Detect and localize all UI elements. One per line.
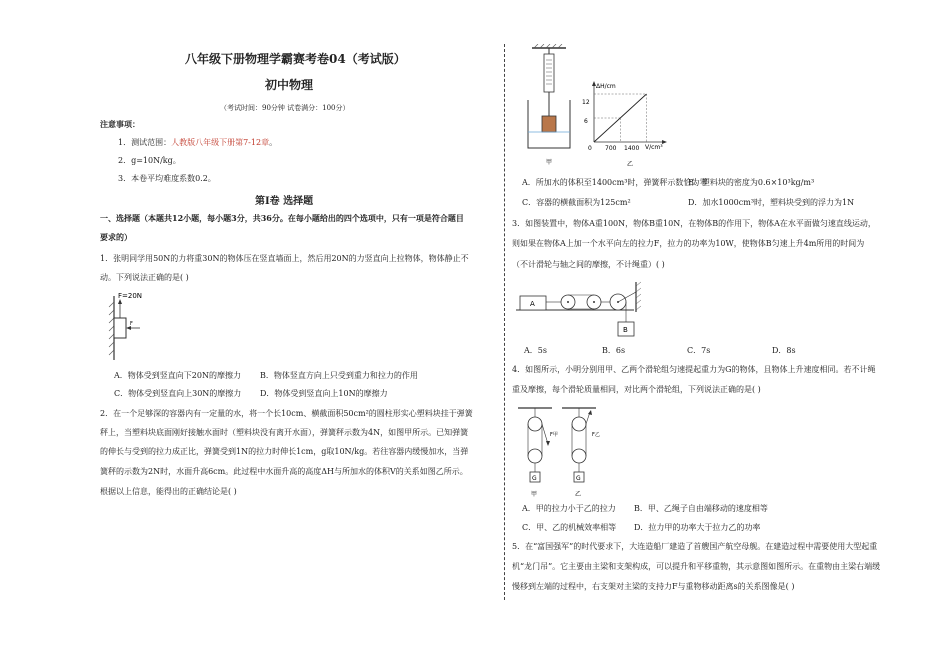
notice-item-2: 2．g=10N/kg。 — [118, 156, 181, 165]
q2-graph-xlabel: V/cm³ — [645, 144, 663, 151]
q5-stem-3: 慢移到左端的过程中，右支架对主梁的支持力F与重物移动距离s的关系图像是( ) — [512, 582, 795, 591]
q1-stem-1: 1．张明同学用50N的力将重30N的物体压在竖直墙面上，然后用20N的力竖直向上拉物体，物体静止不 — [100, 254, 469, 263]
q2-stem-3: 的伸长与受到的拉力成正比，弹簧受到1N的拉力时伸长1cm，g取10N/kg。若往容器内缓慢加水，当弹 — [100, 447, 469, 456]
q4-option-d: D．拉力甲的功率大于拉力乙的功率 — [634, 523, 761, 532]
q4-figure — [516, 404, 616, 500]
q2-figure-jia — [524, 44, 574, 172]
section-intro-2: 要求的） — [100, 232, 132, 242]
q1-figure — [106, 290, 156, 362]
q3-figure — [514, 278, 654, 340]
q2-stem-2: 秤上，当塑料块底面刚好接触水面时（塑料块没有离开水面），弹簧秤示数为4N，如图甲所示。已知弹簧 — [100, 428, 469, 437]
q2-option-b: B．塑料块的密度为0.6×10³kg/m³ — [688, 178, 815, 187]
q4-stem-2: 重及摩擦，每个滑轮质量相同，对比两个滑轮组，下列说法正确的是( ) — [512, 385, 761, 394]
q1-force-label: F=20N — [118, 292, 143, 300]
section-title: 第Ⅰ卷 选择题 — [255, 196, 314, 207]
q2-label-yi: 乙 — [627, 161, 634, 168]
q5-stem-2: 机“龙门吊”。它主要由主梁和支架构成，可以提升和平移重物，其示意图如图所示。在重物由主梁右端缓 — [512, 562, 881, 571]
notice-item-1: 1．测试范围：人教版八年级下册第7-12章。 — [118, 138, 278, 147]
q3-option-c: C．7s — [687, 346, 711, 355]
q5-stem-1: 5．在“富国强军”的时代要求下，大连造船厂建造了首艘国产航空母舰。在建造过程中需要使用大型起重 — [512, 542, 878, 551]
test-range: 人教版八年级下册第7-12章 — [171, 138, 270, 147]
q2-graph-xtick-700: 700 — [605, 145, 617, 152]
q4-force-jia: F甲 — [550, 432, 558, 438]
section-intro-1: 一、选择题（本题共12小题，每小题3分，共36分。在每小题给出的四个选项中，只有一项是符合题目 — [100, 213, 464, 223]
q3-stem-3: （不计滑轮与轴之间的摩擦，不计绳重）( ) — [512, 260, 665, 269]
q4-label-yi: 乙 — [575, 491, 582, 498]
q2-graph-origin: 0 — [588, 145, 592, 152]
q4-force-yi: F乙 — [592, 432, 600, 438]
q4-label-jia: 甲 — [531, 491, 538, 498]
q2-stem-5: 根据以上信息，能得出的正确结论是( ) — [100, 487, 237, 496]
notice-item-3: 3．本卷平均难度系数0.2。 — [118, 174, 216, 183]
q2-graph-xtick-1400: 1400 — [624, 145, 640, 152]
q3-stem-1: 3．如图装置中，物体A重100N，物体B重10N，在物体B的作用下，物体A在水平面做匀速直线运动， — [512, 219, 876, 228]
exam-title: 八年级下册物理学霸赛考卷04（考试版） — [185, 52, 406, 66]
q4-stem-1: 4．如图所示，小明分别用甲、乙两个滑轮组匀速提起重力为G的物体，且物体上升速度相同。若不计绳 — [512, 365, 876, 374]
q1-option-b: B．物体竖直方向上只受到重力和拉力的作用 — [260, 371, 418, 380]
q3-option-a: A．5s — [524, 346, 547, 355]
q2-graph-ytick-12: 12 — [582, 99, 590, 106]
q3-stem-2: 则如果在物体A上加一个水平向左的拉力F，拉力的功率为10W，使物体B匀速上升4m所用的时间为 — [512, 239, 865, 248]
q4-weight-yi: G — [576, 475, 581, 482]
q2-stem-4: 簧秤的示数为2N时，水面升高6cm。此过程中水面升高的高度ΔH与所加水的体积V的关系如图乙所示。 — [100, 467, 468, 476]
q3-label-a: A — [530, 300, 535, 308]
q1-option-d: D．物体受到竖直向上10N的摩擦力 — [260, 389, 388, 398]
column-divider — [504, 44, 505, 600]
q2-graph-ylabel: ΔH/cm — [596, 83, 616, 90]
q2-option-d: D．加水1000cm³时，塑料块受到的浮力为1N — [688, 198, 855, 207]
q3-label-b: B — [623, 326, 628, 334]
q1-option-a: A．物体受到竖直向下20N的摩擦力 — [114, 371, 241, 380]
exam-subject: 初中物理 — [265, 78, 314, 92]
q2-graph-ytick-6: 6 — [584, 118, 588, 125]
q2-option-a: A．所加水的体积至1400cm³时，弹簧秤示数恰为零 — [522, 178, 708, 187]
q2-label-jia: 甲 — [546, 159, 553, 166]
q1-force-label-2: F — [130, 321, 133, 327]
q1-option-c: C．物体受到竖直向上30N的摩擦力 — [114, 389, 242, 398]
exam-info: （考试时间：90分钟 试卷满分：100分） — [220, 104, 350, 112]
q3-option-d: D．8s — [772, 346, 796, 355]
q4-option-a: A．甲的拉力小于乙的拉力 — [522, 504, 616, 513]
q2-option-c: C．容器的横截面积为125cm² — [522, 198, 631, 207]
q1-stem-2: 动。下列说法正确的是( ) — [100, 273, 189, 282]
q4-option-c: C．甲、乙的机械效率相等 — [522, 523, 617, 532]
right-column — [512, 0, 881, 672]
q2-stem-1: 2．在一个足够深的容器内有一定量的水，将一个长10cm、横截面积50cm²的圆柱形实心塑料块挂于弹簧 — [100, 409, 473, 418]
left-column — [100, 0, 495, 672]
q3-option-b: B．6s — [602, 346, 626, 355]
notice-heading: 注意事项： — [100, 119, 140, 129]
q2-graph — [572, 74, 672, 174]
q4-option-b: B．甲、乙绳子自由端移动的速度相等 — [634, 504, 768, 513]
q4-weight-jia: G — [532, 475, 537, 482]
